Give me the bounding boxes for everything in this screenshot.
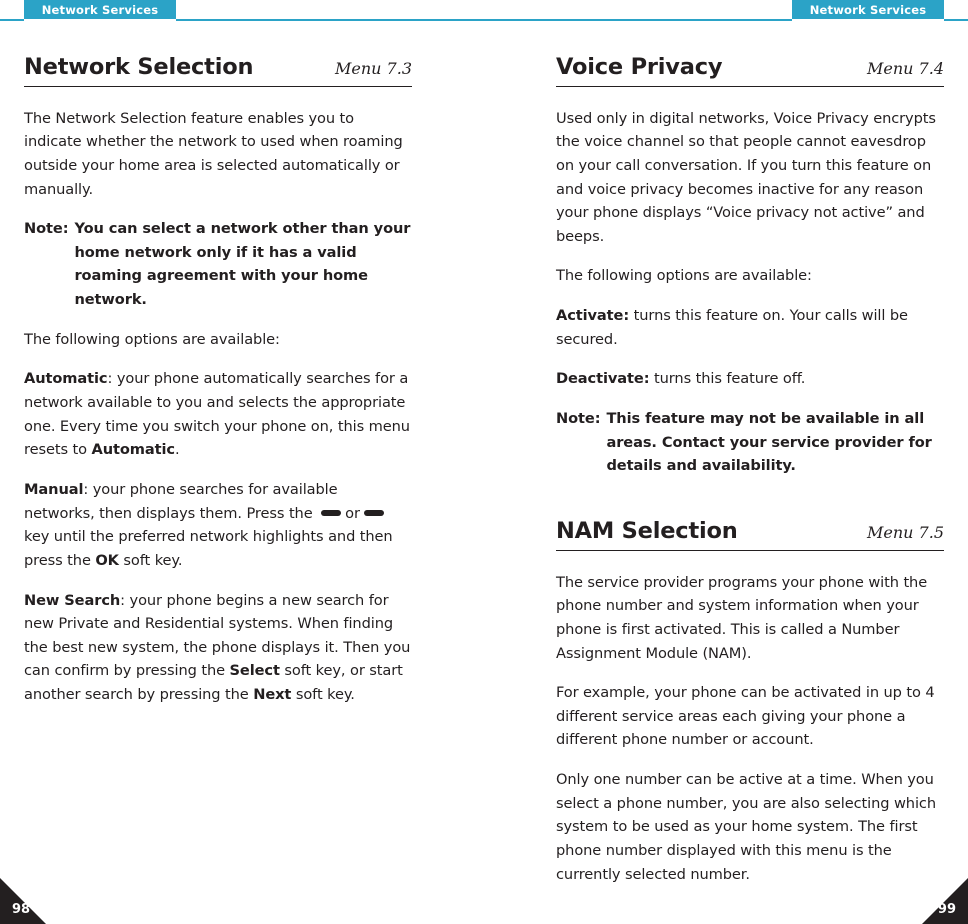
nav-key-left-icon (321, 510, 341, 516)
option-deactivate-term: Deactivate: (556, 370, 650, 388)
option-activate-term: Activate: (556, 307, 630, 325)
page-corner-left (0, 878, 46, 924)
nam-paragraph-3: Only one number can be active at a time. When you select a phone number, you are also selecting which system to be used as your home system. The first phone number displayed with this menu is the currently selected number. (556, 771, 936, 883)
option-manual-text-3: soft key. (118, 551, 183, 569)
section-header-voice-privacy (556, 56, 944, 87)
note-label: Note: (24, 220, 69, 238)
note-text: You can select a network other than your home network only if it has a valid roaming agreement with your home network. (74, 220, 411, 309)
option-new-search-text-1: : your phone begins a new search for new Private and Residential systems. When finding the best new system, the phone displays it. Then you can confirm by pressing the (24, 591, 411, 680)
page-number-left: 98 (12, 902, 31, 917)
option-new-search-text-3: soft key. (291, 686, 355, 704)
option-deactivate (556, 367, 944, 391)
page-title: Network Selection (24, 54, 254, 80)
intro-paragraph: The Network Selection feature enables you to indicate whether the network to used when roaming outside your home area is selected automatically or manually. (24, 109, 403, 198)
option-deactivate-text: turns this feature off. (649, 370, 806, 388)
page-number-right: 99 (937, 902, 956, 917)
option-automatic-text-1: : your phone automatically searches for a network available to you and selects the appropriate one. Every time you switch your phone on, this menu resets to (24, 370, 410, 459)
option-manual-text-1: : your phone searches for available networks, then displays them. Press the (24, 480, 338, 522)
menu-reference-nam-selection: Menu 7.5 (867, 522, 944, 542)
note-text-voice-privacy: This feature may not be available in all areas. Contact your service provider for details and availability. (606, 410, 932, 475)
option-activate (556, 304, 944, 351)
right-page (484, 0, 968, 924)
left-page-content (24, 56, 412, 707)
option-automatic-text-2: . (174, 441, 180, 459)
section-header-network-selection (24, 56, 412, 87)
menu-reference: Menu 7.3 (335, 59, 412, 78)
option-manual-term: Manual (24, 480, 84, 498)
option-automatic-emphasis: Automatic (91, 441, 175, 459)
note-label-voice-privacy: Note: (556, 410, 601, 428)
option-new-search-emphasis-select: Select (229, 662, 280, 680)
nam-paragraph-1: The service provider programs your phone with the phone number and system information when your phone is first activated. This is called a Number Assignment Module (NAM). (556, 573, 928, 662)
nav-key-right-icon (364, 510, 384, 516)
menu-reference-voice-privacy: Menu 7.4 (867, 59, 944, 78)
option-new-search-emphasis-next: Next (253, 686, 292, 704)
voice-privacy-intro: Used only in digital networks, Voice Privacy encrypts the voice channel so that people cannot eavesdrop on your call conversation. If you turn this feature on and voice privacy becomes inactive for any reason your phone displays “Voice privacy not active” and beeps. (556, 109, 936, 245)
note-block-voice-privacy (556, 407, 944, 478)
right-page-content (556, 56, 944, 886)
running-head-right: Network Services (792, 0, 944, 21)
option-activate-text: turns this feature on. Your calls will be secured. (556, 307, 908, 348)
options-lead: The following options are available: (24, 330, 280, 348)
option-automatic (24, 367, 412, 462)
option-manual-text-2: key until the preferred network highlights and then press the (24, 528, 393, 569)
section-title-voice-privacy: Voice Privacy (556, 54, 723, 80)
option-manual-emphasis-ok: OK (95, 551, 119, 569)
voice-privacy-options-lead: The following options are available: (556, 267, 812, 285)
option-new-search (24, 589, 412, 707)
note-block (24, 217, 412, 312)
section-title-nam-selection: NAM Selection (556, 517, 738, 544)
page-corner-right (922, 878, 968, 924)
section-header-nam-selection (556, 517, 944, 551)
option-manual-conjunction: or (345, 504, 360, 522)
option-manual (24, 478, 412, 573)
option-automatic-term: Automatic (24, 370, 108, 388)
running-head-left: Network Services (24, 0, 176, 21)
option-new-search-term: New Search (24, 591, 121, 609)
option-new-search-text-2: soft key, or start another search by pressing the (24, 662, 403, 704)
nam-paragraph-2: For example, your phone can be activated in up to 4 different service areas each giving your phone a different phone number or account. (556, 684, 935, 749)
